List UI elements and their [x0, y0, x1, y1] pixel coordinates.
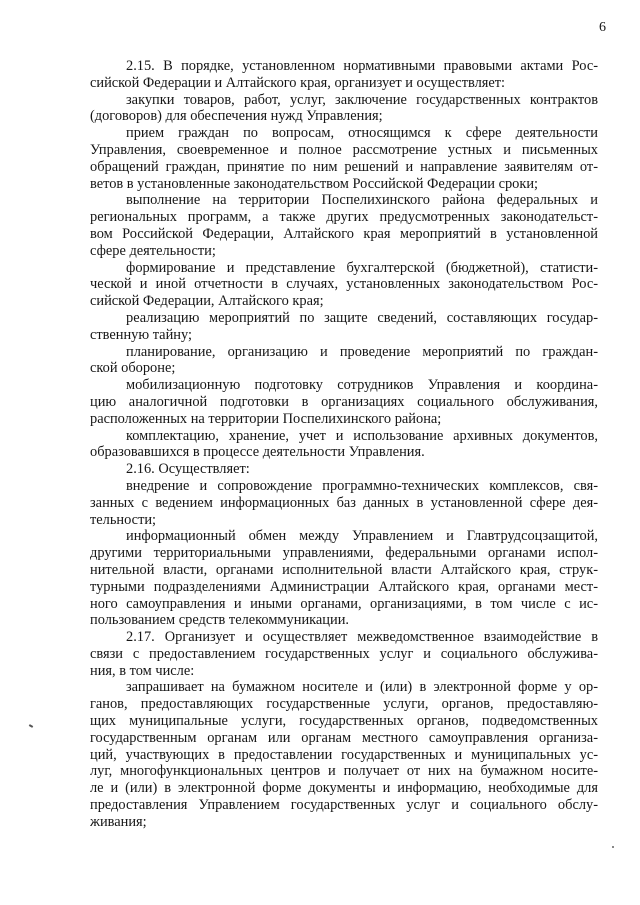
text-line: ганов, предоставляющих государственные услуги, органов, предоставляю- — [90, 696, 598, 713]
text-line: комплектацию, хранение, учет и использование архивных документов, — [126, 427, 598, 444]
scan-dot — [612, 846, 614, 848]
text-line: тельности; — [90, 511, 157, 528]
text-line: закупки товаров, работ, услуг, заключение государственных контрактов — [126, 91, 598, 108]
text-line: 2.15. В порядке, установленном нормативными правовыми актами Рос- — [126, 58, 598, 74]
text-line: живания; — [90, 813, 147, 830]
text-line: сфере деятельности; — [90, 242, 216, 259]
text-line: цию аналогичной подготовки в организациях социального обслуживания, — [90, 393, 598, 410]
text-line: мобилизационную подготовку сотрудников Управления и координа- — [126, 377, 598, 394]
text-line: предоставления Управлением государственных услуг и социального обслу- — [90, 797, 598, 814]
text-line: информационный обмен между Управлением и Главтрудсоцзащитой, — [126, 528, 598, 545]
text-line: ческой и иной отчетности в случаях, установленных законодательством Рос- — [90, 276, 598, 293]
text-line: реализацию мероприятий по защите сведений, составляющих государ- — [126, 309, 598, 326]
text-line: сийской Федерации и Алтайского края, организует и осуществляет: — [90, 74, 506, 91]
text-line: щих муниципальные услуги, государственных органов, подведомственных — [90, 713, 598, 730]
text-line: региональных программ, а также других предусмотренных законодательст- — [90, 209, 598, 226]
document-body — [90, 58, 598, 831]
text-line: связи с предоставлением государственных услуг и социального обслужива- — [90, 645, 598, 662]
text-line: ния, в том числе: — [90, 662, 195, 679]
text-line: Управления, своевременное и полное рассмотрение устных и письменных — [90, 141, 598, 158]
text-line: другими территориальными управлениями, федеральными органами испол- — [90, 545, 598, 562]
text-line: вом Российской Федерации, Алтайского края мероприятий в установленной — [90, 225, 598, 242]
text-line: ций, участвующих в предоставлении государственных и муниципальных ус- — [90, 746, 598, 763]
text-line: формирование и представление бухгалтерской (бюджетной), статисти- — [126, 259, 598, 276]
text-line: 2.17. Организует и осуществляет межведомственное взаимодействие в — [126, 629, 598, 646]
text-line: ного самоуправления и иными органами, организациями, в том числе с ис- — [90, 595, 598, 612]
page-number: 6 — [599, 20, 606, 35]
scan-mark — [29, 724, 33, 728]
text-line: ле и (или) в электронной форме документы и информацию, необходимые для — [90, 780, 598, 797]
text-line: планирование, организацию и проведение мероприятий по граждан- — [126, 343, 598, 360]
text-line: (договоров) для обеспечения нужд Управления; — [90, 108, 383, 125]
text-line: луг, многофункциональных центров и получает от них на бумажном носите- — [90, 763, 598, 780]
text-line: ветов в установленные законодательством Российской Федерации сроки; — [90, 175, 539, 192]
text-line: обращений граждан, принятие по ним решений и направление заявителям от- — [90, 158, 598, 175]
text-line: занных с ведением информационных баз данных в установленной сфере дея- — [90, 494, 598, 511]
text-line: государственным органам или органам местного самоуправления организа- — [90, 729, 598, 746]
text-line: нительной власти, органами исполнительной власти Алтайского края, струк- — [90, 561, 598, 578]
text-line: внедрение и сопровождение программно-технических комплексов, свя- — [126, 477, 598, 494]
text-line: ственную тайну; — [90, 326, 192, 343]
text-line: выполнение на территории Поспелихинского района федеральных и — [126, 192, 598, 209]
text-line: прием граждан по вопросам, относящимся к сфере деятельности — [126, 125, 598, 142]
text-line: запрашивает на бумажном носителе и (или) в электронной форме у ор- — [126, 679, 598, 696]
text-line: образовавшихся в процессе деятельности Управления. — [90, 444, 425, 461]
text-line: сийской Федерации, Алтайского края; — [90, 293, 324, 310]
text-line: расположенных на территории Поспелихинского района; — [90, 410, 442, 427]
text-line: пользованием средств телекоммуникации. — [90, 612, 350, 629]
text-line: ской обороне; — [90, 360, 176, 377]
text-line: турными подразделениями Администрации Алтайского края, органами мест- — [90, 578, 598, 595]
text-line: 2.16. Осуществляет: — [126, 461, 250, 478]
